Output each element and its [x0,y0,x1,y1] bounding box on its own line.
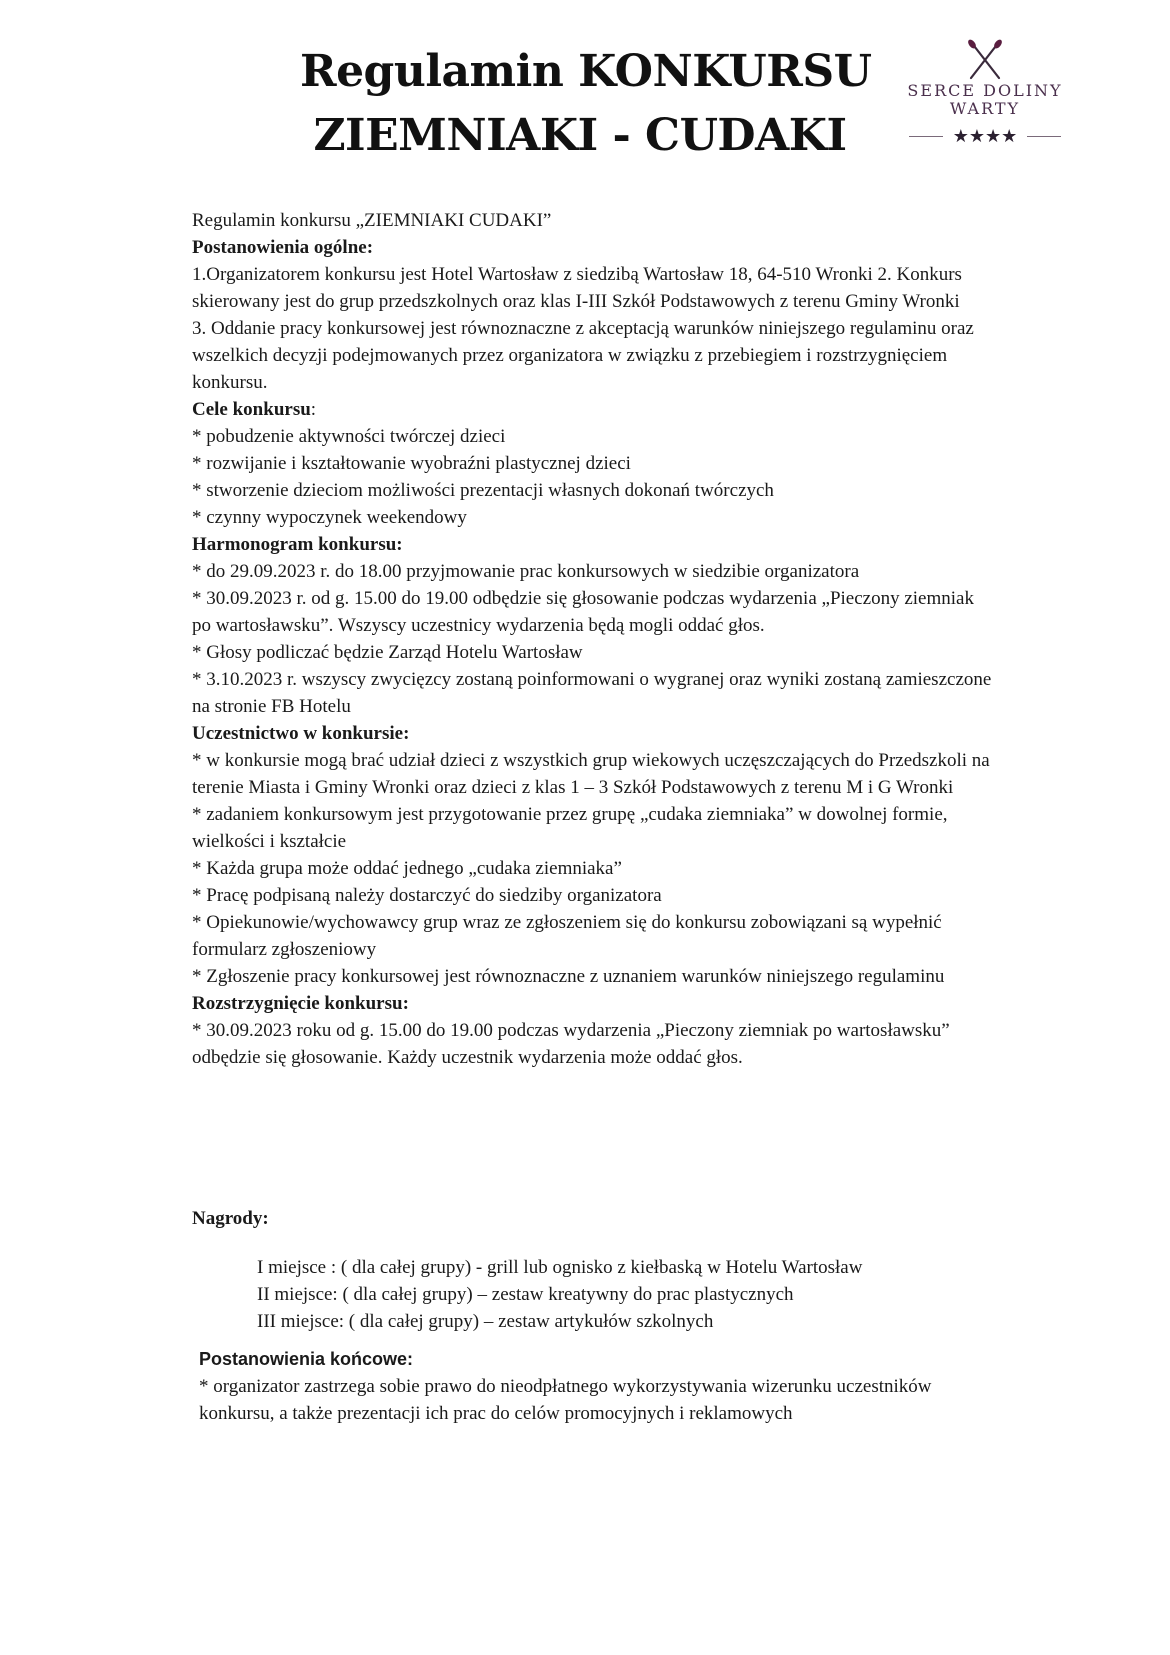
list-item: * zadaniem konkursowym jest przygotowanie przez grupę „cudaka ziemniaka” w dowolnej formie, wielkości i kształcie [192,804,948,852]
logo-rule-right [1027,136,1061,137]
logo-name-line-1: SERCE DOLINY [907,81,1063,100]
logo-rule-left [909,136,943,137]
list-item: * Każda grupa może oddać jednego „cudaka ziemniaka” [192,858,622,879]
resolution-heading: Rozstrzygnięcie konkursu: [192,993,409,1014]
prizes-heading: Nagrody: [192,1208,269,1229]
list-item: * Opiekunowie/wychowawcy grup wraz ze zgłoszeniem się do konkursu zobowiązani są wypełnić formularz zgłoszeniowy [192,912,942,960]
list-item: * do 29.09.2023 r. do 18.00 przyjmowanie prac konkursowych w siedzibie organizatora [192,561,860,582]
list-item: * pobudzenie aktywności twórczej dzieci [192,426,506,447]
list-item: * 3.10.2023 r. wszyscy zwycięzcy zostaną poinformowani o wygranej oraz wyniki zostaną zamieszczone na stronie FB Hotelu [192,669,992,717]
list-item: * czynny wypoczynek weekendowy [192,507,467,528]
list-item: * organizator zastrzega sobie prawo do nieodpłatnego wykorzystywania wizerunku uczestników konkursu, a także prezentacji ich prac do celów promocyjnych i reklamowych [199,1376,932,1424]
list-item: * stworzenie dzieciom możliwości prezentacji własnych dokonań twórczych [192,480,774,501]
hotel-logo [890,38,1080,147]
logo-name-line-2: WARTY [949,99,1021,118]
list-item: * w konkursie mogą brać udział dzieci z wszystkich grup wiekowych uczęszczających do Przedszkoli na terenie Miasta i Gminy Wronki oraz dzieci z klas 1 – 3 Szkół Podstawowych z terenu M i G Wronki [192,750,990,798]
list-item: * Pracę podpisaną należy dostarczyć do siedziby organizatora [192,885,662,906]
prize-item: II miejsce: ( dla całej grupy) – zestaw kreatywny do prac plastycznych [257,1284,794,1305]
goals-heading: Cele konkursu [192,399,311,420]
goals-heading-colon: : [310,399,317,420]
list-item: * 30.09.2023 r. od g. 15.00 do 19.00 odbędzie się głosowanie podczas wydarzenia „Pieczony ziemniak po wartosławsku”. Wszyscy uczestnicy wydarzenia będą mogli oddać głos. [192,588,974,636]
prize-item: I miejsce : ( dla całej grupy) - grill lub ognisko z kiełbaską w Hotelu Wartosław [257,1257,863,1278]
crossed-oars-icon [965,38,1005,82]
list-item: * Zgłoszenie pracy konkursowej jest równoznaczne z uznaniem warunków niniejszego regulaminu [192,966,945,987]
participation-heading: Uczestnictwo w konkursie: [192,723,410,744]
title-line-1: Regulamin KONKURSU [300,46,872,97]
title-line-2: ZIEMNIAKI - CUDAKI [313,110,847,161]
prizes-list [257,1254,862,1335]
list-item: * rozwijanie i kształtowanie wyobraźni plastycznej dzieci [192,453,631,474]
logo-stars-row [890,126,1080,147]
general-heading: Postanowienia ogólne: [192,237,374,258]
logo-stars: ★★★★ [952,126,1018,146]
intro-line: Regulamin konkursu „ZIEMNIAKI CUDAKI” [192,210,552,231]
schedule-heading: Harmonogram konkursu: [192,534,403,555]
prize-item: III miejsce: ( dla całej grupy) – zestaw artykułów szkolnych [257,1311,714,1332]
rules-body [192,207,992,1071]
list-item: * 30.09.2023 roku od g. 15.00 do 19.00 podczas wydarzenia „Pieczony ziemniak po wartosławsku” odbędzie się głosowanie. Każdy uczestnik wydarzenia może oddać głos. [192,1020,950,1068]
document-title [300,40,872,168]
list-item: * Głosy podliczać będzie Zarząd Hotelu Wartosław [192,642,583,663]
general-paragraph-1: 1.Organizatorem konkursu jest Hotel Wartosław z siedzibą Wartosław 18, 64-510 Wronki 2. Konkurs skierowany jest do grup przedszkolnych oraz klas I-III Szkół Podstawowych z terenu Gminy Wronki [192,264,962,312]
final-provisions [199,1346,999,1427]
general-paragraph-2: 3. Oddanie pracy konkursowej jest równoznaczne z akceptacją warunków niniejszego regulaminu oraz wszelkich decyzji podejmowanych przez organizatora w związku z przebiegiem i rozstrzygnięciem konkursu. [192,318,974,393]
final-heading: Postanowienia końcowe: [199,1349,414,1369]
